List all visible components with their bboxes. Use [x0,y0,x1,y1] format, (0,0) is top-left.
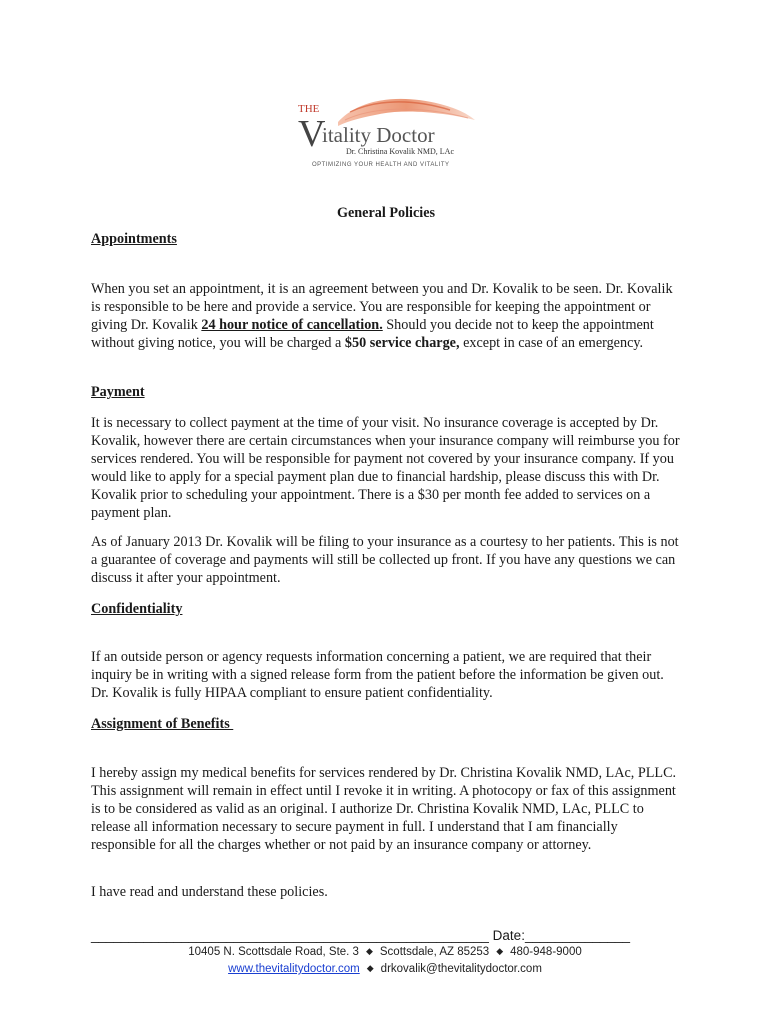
confidentiality-heading: Confidentiality [91,601,183,617]
footer-email[interactable]: drkovalik@thevitalitydoctor.com [380,963,542,975]
appointments-text-1: When you set an appointment, it is an agreement between you and Dr. Kovalik to be seen. Dr. Kovalik is responsible to be here and provide a service. You are responsible for keeping the appointment or giving Dr. Kovalik [91,281,673,333]
separator-icon: ◆ [496,946,504,956]
separator-icon: ◆ [366,963,374,973]
payment-paragraph-2: As of January 2013 Dr. Kovalik will be filing to your insurance as a courtesy to her patients. This is not a guarantee of coverage and payments will still be collected up front. If you have any questions we can discuss it after your appointment. [91,534,679,586]
service-charge: $50 service charge, [344,335,460,351]
cancellation-notice: 24 hour notice of cancellation. [201,317,383,333]
vitality-doctor-logo [290,90,480,172]
footer-address: 10405 N. Scottsdale Road, Ste. 3 [188,946,359,958]
document-title: General Policies [336,205,436,221]
logo-subtitle: Dr. Christina Kovalik NMD, LAc [346,147,454,156]
footer-city: Scottsdale, AZ 85253 [379,946,490,958]
benefits-paragraph: I hereby assign my medical benefits for services rendered by Dr. Christina Kovalik NMD, LAc, PLLC. This assignment will remain in effect until I revoke it in writing. A photocopy or fax of this assignment is to be considered as valid as an original. I authorize Dr. Christina Kovalik NMD, LAc, PLLC to release all information necessary to secure payment in full. I understand that I am financially responsible for all the charges whether or not paid by an insurance company or attorney. [91,765,677,853]
signature-date-line[interactable]: _____________________________________________________ Date:______________ [91,927,631,943]
logo-graphic [290,90,480,172]
appointments-text-2: Should you decide not to keep the appointment without giving notice, you will be charged a [91,317,654,351]
appointments-heading: Appointments [91,231,177,247]
logo-the: THE [298,103,320,115]
website-link[interactable]: www.thevitalitydoctor.com [228,963,360,975]
footer-contact-line [0,963,770,975]
acknowledgement: I have read and understand these policies. [91,884,328,900]
appointments-text-3: except in case of an emergency. [459,335,644,351]
logo-tagline: OPTIMIZING YOUR HEALTH AND VITALITY [312,162,450,168]
payment-paragraph-1: It is necessary to collect payment at the time of your visit. No insurance coverage is accepted by Dr. Kovalik, however there are certain circumstances when your insurance company will reimburse you for services rendered. You will be responsible for payment not covered by your insurance company. If you would like to apply for a special payment plan due to financial hardship, please discuss this with Dr. Kovalik prior to scheduling your appointment. There is a $30 per month fee added to services on a payment plan. [91,415,680,521]
payment-heading: Payment [91,384,145,400]
confidentiality-paragraph: If an outside person or agency requests information concerning a patient, we are required that their inquiry be in writing with a signed release form from the patient before the information be given out. Dr. Kovalik is fully HIPAA compliant to ensure patient confidentiality. [91,649,664,701]
footer-phone: 480-948-9000 [510,946,582,958]
logo-main: itality Doctor [322,123,435,147]
separator-icon: ◆ [365,946,373,956]
footer-address-line [0,946,770,958]
logo-v: V [298,113,326,155]
benefits-heading: Assignment of Benefits [91,716,234,732]
appointments-paragraph [91,280,681,352]
